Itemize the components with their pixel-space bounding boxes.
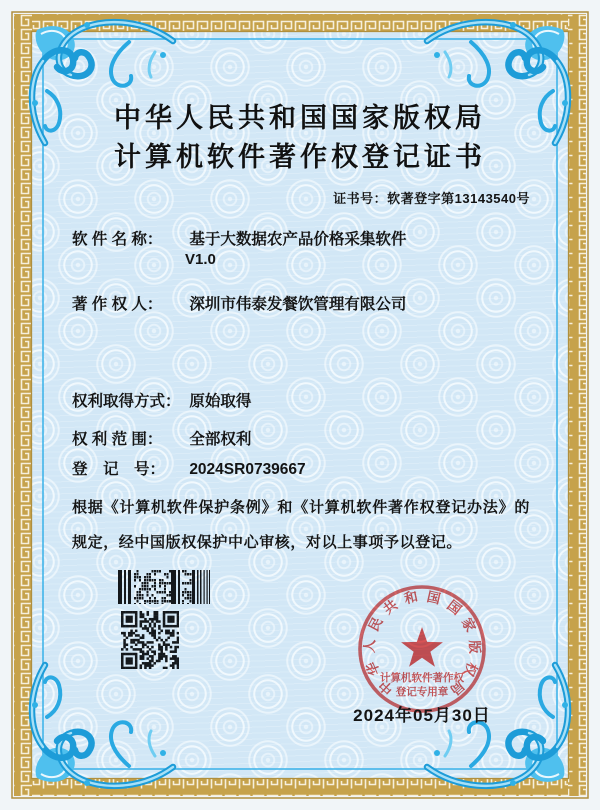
qr-code [121, 611, 179, 669]
field-value: 原始取得 [189, 393, 252, 410]
registration-number-value: 2024SR0739667 [189, 461, 306, 478]
certificate-number [333, 188, 530, 207]
statement-line1: 根据《计算机软件保护条例》和《计算机软件著作权登记办法》的 [72, 499, 530, 516]
field-value: 全部权利 [189, 431, 252, 448]
field-registration-number [72, 457, 540, 479]
field-rights-scope [72, 427, 540, 449]
field-label: 权 利 范 围： [72, 431, 163, 448]
issuer-title: 中华人民共和国国家版权局 [114, 103, 486, 133]
seal-inner-line2: 登记专用章 [395, 686, 449, 698]
field-software-name [72, 227, 540, 249]
field-value: 基于大数据农产品价格采集软件 [189, 231, 407, 248]
barcode-2d [118, 570, 211, 604]
field-label: 著 作 权 人： [72, 296, 163, 313]
statement-line2: 规定，经中国版权保护中心审核，对以上事项予以登记。 [72, 534, 463, 551]
seal-inner-line1: 计算机软件著作权 [380, 672, 464, 684]
field-acquisition-method [72, 389, 540, 411]
software-version: V1.0 [185, 251, 216, 268]
field-label: 权利取得方式： [72, 393, 181, 410]
field-copyright-owner [72, 292, 540, 314]
corner-flourish [32, 665, 173, 786]
field-label: 登 记 号： [72, 461, 166, 478]
certificate-number-value: 软著登字第13143540号 [387, 191, 530, 206]
seal-ring-text: 中华人民共和国国家版权局 [361, 588, 483, 698]
certificate-number-label: 证书号： [333, 191, 388, 206]
field-label: 软 件 名 称： [72, 231, 163, 248]
issue-date: 2024年05月30日 [353, 706, 491, 725]
star-icon [401, 627, 443, 667]
document-title: 计算机软件著作权登记证书 [114, 142, 486, 172]
field-value: 深圳市伟泰发餐饮管理有限公司 [189, 296, 407, 313]
